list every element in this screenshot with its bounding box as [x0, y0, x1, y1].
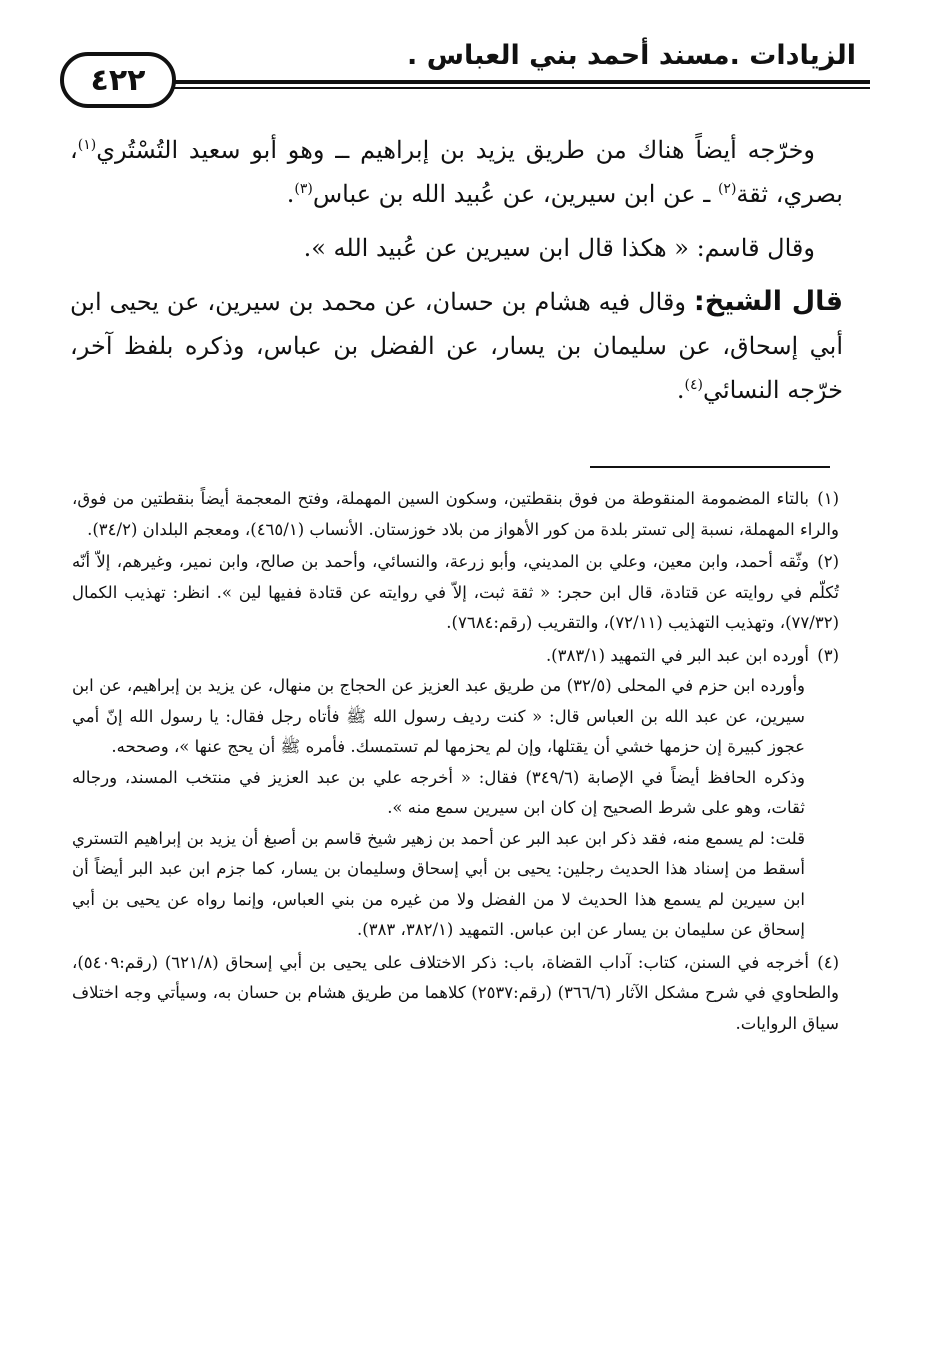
footnote-1-text: بالتاء المضمومة المنقوطة من فوق بنقطتين، وسكون السين المهملة، وفتح المعجمة أيضاً بنقطتين من فوق، والراء المهملة، نسبة إلى تستر بلدة من كور الأهواز من بلاد خوزستان. الأنساب (٤٦٥/١)، ومعجم البلدان (٣٤/٢). — [72, 489, 839, 539]
header-rule — [70, 80, 870, 89]
footnote-4-number: (٤) — [817, 952, 839, 972]
paragraph-1 — [70, 128, 843, 216]
paragraph-3 — [70, 280, 843, 412]
footnote-ref-2: (٢) — [717, 181, 737, 197]
footnote-4 — [72, 948, 839, 1040]
footnote-1 — [72, 484, 839, 545]
paragraph-1-text-d: . — [286, 180, 295, 208]
footnote-2 — [72, 547, 839, 639]
speaker-label: قال الشيخ: — [693, 286, 843, 317]
footnote-3-text-c: وذكره الحافظ أيضاً في الإصابة (٣٤٩/٦) فقال: « أخرجه علي بن عبد العزيز في منتخب المسند، ورجاله ثقات، وهو على شرط الصحيح إن كان ابن سيرين سمع منه ». — [72, 767, 806, 817]
footnote-4-text: أخرجه في السنن، كتاب: آداب القضاة، باب: ذكر الاختلاف على يحيى بن أبي إسحاق (٦٢١/٨) (رقم:٥٤٠٩)، والطحاوي في شرح مشكل الآثار (٣٦٦/٦) (رقم:٢٥٣٧) كلاهما من طريق هشام بن حسان به، وسيأتي وجه اختلاف سياق الروايات. — [72, 952, 840, 1033]
paragraph-1-text-a: وخرّجه أيضاً هناك من طريق يزيد بن إبراهيم ــ وهو أبو سعيد التُسْتُري — [96, 136, 815, 164]
footnote-3-text-a: أورده ابن عبد البر في التمهيد (٣٨٣/١). — [545, 645, 809, 665]
paragraph-3-text: وقال فيه هشام بن حسان، عن محمد بن سيرين، عن يحيى ابن أبي إسحاق، عن سليمان بن يسار، عن الفضل بن عباس، وذكره بلفظ آخر، خرّجه النسائي — [70, 288, 843, 404]
footnote-2-text: وثّقه أحمد، وابن معين، وعلي بن المديني، وأبو زرعة، والنسائي، وأحمد بن صالح، وابن نمير، وغيرهم، إلاّ أنّه تُكلّم في روايته عن قتادة، قال ابن حجر: « ثقة ثبت، إلاّ في روايته عن قتادة ففيها لين ». انظر: تهذيب الكمال (٧٧/٣٢)، وتهذيب التهذيب (٧٢/١١)، والتقريب (رقم:٧٦٨٤). — [72, 552, 839, 632]
page-header — [60, 38, 870, 108]
page-number: ٤٢٢ — [60, 52, 176, 108]
footnote-3 — [72, 641, 839, 946]
footnote-separator — [590, 466, 830, 468]
footnote-ref-3: (٣) — [294, 181, 313, 197]
footnote-1-number: (١) — [817, 489, 839, 508]
main-text — [70, 128, 843, 422]
paragraph-1-text-b: ، بصري، ثقة — [70, 136, 843, 208]
footnote-ref-1: (١) — [77, 137, 97, 153]
footnote-3-text-b: وأورده ابن حزم في المحلى (٣٢/٥) من طريق عبد العزيز عن الحجاج بن منهال، عن يزيد بن إبراهيم، عن ابن سيرين، عن عبد الله بن العباس قال: « كنت رديف رسول الله ﷺ فأتاه رجل فقال: يا رسول الله إنّ أمي عجوز كبيرة إن حزمها خشي أن يقتلها، وإن لم يحزمها لم تستمسك. فأمره ﷺ أن يحج عنها »، وصححه. — [72, 676, 806, 756]
running-title: الزيادات .مسند أحمد بني العباس . — [407, 40, 856, 71]
footnote-ref-4: (٤) — [684, 377, 703, 393]
paragraph-2: وقال قاسم: « هكذا قال ابن سيرين عن عُبيد الله ». — [303, 234, 815, 262]
paragraph-3-end: . — [676, 376, 685, 404]
footnote-3-number: (٣) — [817, 645, 839, 665]
footnotes — [72, 484, 839, 1041]
footnote-3-text-d: قلت: لم يسمع منه، فقد ذكر ابن عبد البر عن أحمد بن زهير شيخ قاسم بن أصبغ أن يزيد بن إبراهيم التستري أسقط من إسناد هذا الحديث رجلين: يحيى بن أبي إسحاق وسليمان بن يسار، كما جزم ابن عبد البر أيضاً أن ابن سيرين لم يسمع هذا الحديث لا من الفضل ولا من غيره من بني العباس، وإنما رواه عن يحيى بن أبي إسحاق عن سليمان بن يسار عن ابن عباس. التمهيد (٣٨٢/١، ٣٨٣). — [72, 828, 805, 939]
footnote-2-number: (٢) — [817, 552, 839, 571]
paragraph-1-text-c: ـ عن ابن سيرين، عن عُبيد الله بن عباس — [312, 180, 718, 208]
